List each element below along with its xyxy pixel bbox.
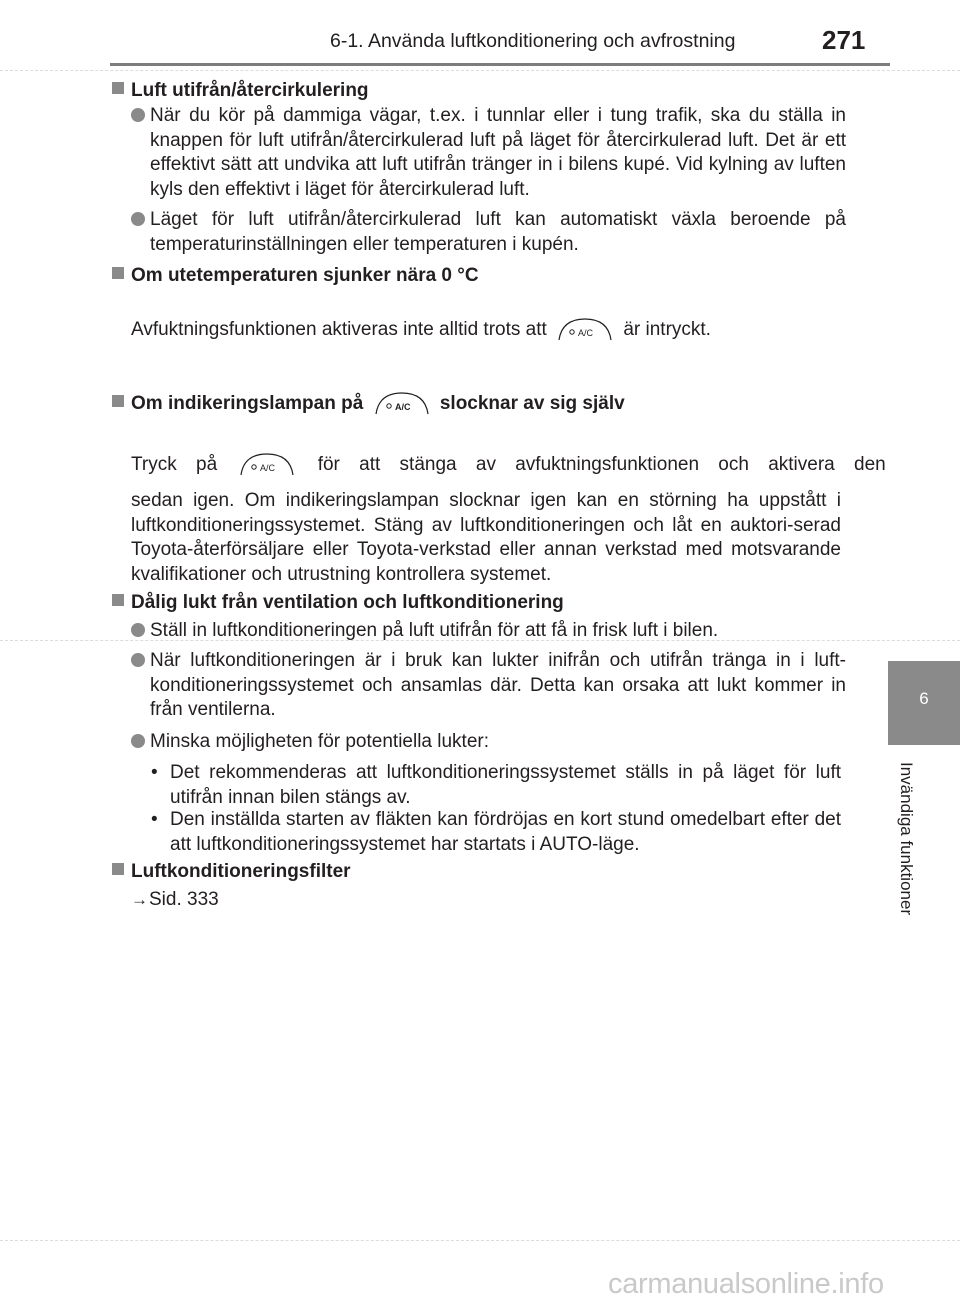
paragraph-indicator-fault: sedan igen. Om indikeringslampan slocknar igen kan en störning ha uppstått i luftkonditioneringssystemet. Stäng av luftkonditioneringen och låt en auktori-serad Toyota-återförsäljare eller Toyota-verkstad eller annan verkstad med motsvarande kvalifikationer och utrustning kontrollera systemet.: [131, 490, 841, 585]
sub-list-item: • Det rekommenderas att luftkonditioneringssystemet ställs in på läget för luft utifrån innan bilen stängs av.: [151, 762, 841, 808]
section-square-icon: [112, 863, 124, 875]
crop-guide-line: [0, 70, 960, 72]
paragraph-dehumidify: Avfuktningsfunktionen aktiveras inte alltid trots att A/C är intryckt.: [131, 316, 841, 343]
bullet-dot-icon: [131, 623, 145, 637]
bullet-dot-icon: [131, 108, 145, 122]
bullet-item: När du kör på dammiga vägar, t.ex. i tunnlar eller i tung trafik, ska du ställa in knappen för luft utifrån/återcirkulerad luft på läget för återcirkulerad luft. Det är ett effektivt sätt att undvika att luft utifrån tränger in i bilens kupé. Vid kylning av luften kyls den effektivt i läget för återcirkulerad luft.: [131, 104, 846, 202]
section-title-outside-temperature: Om utetemperaturen sjunker nära 0 °C: [112, 264, 479, 288]
svg-text:A/C: A/C: [260, 463, 276, 473]
section-square-icon: [112, 267, 124, 279]
chapter-tab[interactable]: [888, 661, 960, 745]
crop-guide-line: [0, 1240, 960, 1242]
ac-button-icon: [373, 390, 431, 416]
bullet-dot-icon: [131, 212, 145, 226]
section-square-icon: [112, 594, 124, 606]
arrow-right-icon: →: [131, 890, 148, 909]
bullet-dot-icon: [131, 653, 145, 667]
page-header-title: 6-1. Använda luftkonditionering och avfrostning: [330, 30, 736, 52]
svg-text:A/C: A/C: [578, 328, 594, 338]
section-square-icon: [112, 395, 124, 407]
bullet-item: När luftkonditioneringen är i bruk kan lukter inifrån och utifrån tränga in i luft-konditioneringssystemet och ansamlas där. Detta kan orsaka att lukt kommer in från ventilerna.: [131, 649, 846, 723]
section-title-outside-recirculation: Luft utifrån/återcirkulering: [112, 79, 369, 103]
bullet-dot-icon: [131, 734, 145, 748]
page-reference-link[interactable]: →Sid. 333: [131, 889, 219, 910]
watermark-logo: carmanualsonline.info: [608, 1268, 884, 1300]
section-title-indicator-lamp: Om indikeringslampan på A/C slocknar av sig själv: [112, 390, 625, 416]
svg-text:A/C: A/C: [394, 402, 411, 412]
chapter-number: 6: [919, 689, 929, 708]
section-square-icon: [112, 82, 124, 94]
bullet-item: Ställ in luftkonditioneringen på luft utifrån för att få in frisk luft i bilen.: [131, 619, 846, 644]
sub-bullet-marker: •: [151, 762, 158, 783]
ac-button-icon: [556, 316, 614, 342]
section-title-air-filter: Luftkonditioneringsfilter: [112, 860, 351, 884]
sub-bullet-marker: •: [151, 809, 158, 830]
header-divider: [110, 63, 890, 66]
section-title-bad-odor: Dålig lukt från ventilation och luftkonditionering: [112, 591, 564, 615]
bullet-item: Minska möjligheten för potentiella lukter:: [131, 730, 846, 755]
paragraph-press-ac: Tryck på A/C för att stänga av avfuktningsfunktionen och aktivera den: [131, 451, 841, 478]
page-number: 271: [822, 25, 866, 55]
crop-guide-line: [0, 640, 960, 642]
ac-button-icon: [238, 451, 296, 477]
bullet-item: Läget för luft utifrån/återcirkulerad luft kan automatiskt växla beroende på temperaturinställningen eller temperaturen i kupén.: [131, 208, 846, 257]
chapter-label: Invändiga funktioner: [897, 762, 916, 916]
sub-list-item: • Den inställda starten av fläkten kan fördröjas en kort stund omedelbart efter det att luftkonditioneringssystemet har startats i AUTO-läge.: [151, 809, 841, 855]
